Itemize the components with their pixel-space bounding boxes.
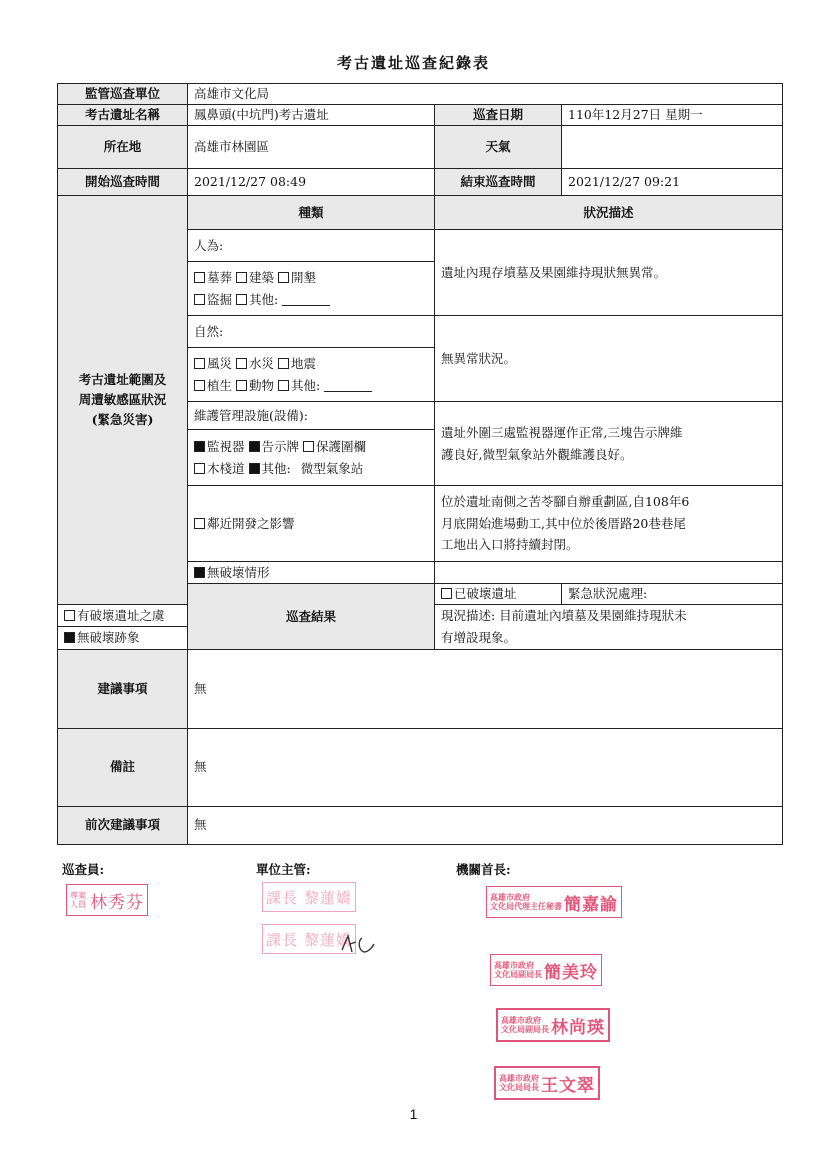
checkbox-typhoon[interactable] [194, 358, 205, 369]
checkbox-no-damage-situation[interactable] [194, 567, 205, 578]
checkbox-reclaim[interactable] [278, 272, 289, 283]
end-time-value: 2021/12/27 09:21 [562, 169, 783, 196]
checkbox-burial[interactable] [194, 272, 205, 283]
opt-building: 建築 [249, 270, 275, 286]
location-value: 高雄市林園區 [188, 126, 435, 169]
opt-nearby-dev: 鄰近開發之影響 [207, 515, 295, 531]
human-options [188, 262, 435, 316]
opt-facility-other: 其他: [261, 460, 291, 476]
opt-animal: 動物 [249, 377, 275, 393]
opt-signboard: 告示牌 [261, 439, 300, 455]
opt-destroyed: 已破壞遺址 [454, 586, 517, 602]
result-desc [435, 605, 783, 650]
patrol-date-label: 巡查日期 [435, 105, 562, 126]
supervisor-seal-2: 課長 黎蓮嬌 [262, 924, 356, 954]
human-heading: 人為: [188, 230, 435, 262]
patrol-date-value: 110年12月27日 星期一 [562, 105, 783, 126]
start-time-value: 2021/12/27 08:49 [188, 169, 435, 196]
facility-other-text: 微型氣象站 [300, 460, 364, 476]
checkbox-earthquake[interactable] [278, 358, 289, 369]
scope-label-line3: (緊急災害) [91, 412, 154, 427]
facility-desc [435, 402, 783, 486]
checkbox-human-other[interactable] [236, 294, 247, 305]
page-number: 1 [409, 1106, 418, 1122]
facility-desc-line1: 遺址外圍三處監視器運作正常,三塊告示牌維 [441, 424, 683, 440]
checkbox-facility-other[interactable] [249, 463, 260, 474]
result-desc-line1: 現況描述: 目前遺址內墳墓及果園維持現狀未 [441, 608, 687, 623]
opt-no-damage-situation: 無破壞情形 [207, 564, 270, 580]
nearby-desc-line2: 月底開始進場動工,其中位於後厝路20巷巷尾 [441, 515, 686, 531]
head-seal-1: 高雄市政府 文化局代理主任秘書 簡嘉諭 [486, 886, 622, 918]
opt-vegetation: 植生 [207, 377, 233, 393]
scope-label-line2: 周遭敏感區狀況 [78, 392, 167, 407]
nature-other-blank [324, 391, 372, 392]
checkbox-no-damage-sign[interactable] [64, 632, 75, 643]
opt-boardwalk: 木棧道 [207, 460, 245, 476]
opt-flood: 水災 [249, 356, 275, 372]
checkbox-fence[interactable] [303, 441, 314, 452]
opt-fence: 保護圍欄 [316, 439, 367, 455]
form-title: 考古遺址巡查紀錄表 [336, 54, 490, 72]
nearby-option [188, 486, 435, 562]
human-other-blank [282, 305, 330, 306]
opt-typhoon: 風災 [207, 356, 233, 372]
checkbox-vegetation[interactable] [194, 380, 205, 391]
checkbox-building[interactable] [236, 272, 247, 283]
site-name-value: 鳳鼻頭(中坑門)考古遺址 [188, 105, 435, 126]
result-opt1-cell [435, 584, 562, 605]
inspector-seal: 專案 人員 林秀芬 [66, 884, 148, 916]
opt-earthquake: 地震 [291, 356, 317, 372]
checkbox-nature-other[interactable] [278, 380, 289, 391]
opt-human-other: 其他: [249, 291, 279, 307]
prev-suggestion-value: 無 [188, 806, 783, 844]
nearby-desc [435, 486, 783, 562]
result-label: 巡查結果 [188, 584, 435, 650]
prev-suggestion-label: 前次建議事項 [58, 806, 188, 844]
location-label: 所在地 [58, 126, 188, 169]
patrol-record-table [57, 83, 783, 845]
scope-label [58, 196, 188, 605]
facility-options [188, 430, 435, 486]
head-label: 機關首長: [456, 862, 511, 877]
status-desc-header: 狀況描述 [435, 196, 783, 230]
weather-value [562, 126, 783, 169]
result-desc-line2: 有增設現象。 [441, 629, 517, 645]
opt-no-damage-sign: 無破壞跡象 [77, 629, 140, 645]
weather-label: 天氣 [435, 126, 562, 169]
opt-camera: 監視器 [207, 439, 245, 455]
checkbox-nearby-dev[interactable] [194, 518, 205, 529]
human-desc: 遺址內現存墳墓及果園維持現狀無異常。 [435, 230, 783, 316]
inspector-name: 林秀芬 [90, 892, 144, 913]
checkbox-flood[interactable] [236, 358, 247, 369]
handwritten-initials-icon [338, 930, 378, 958]
remark-label: 備註 [58, 728, 188, 806]
supervisor-seal-1: 課長 黎蓮嬌 [262, 882, 356, 912]
category-header: 種類 [188, 196, 435, 230]
checkbox-animal[interactable] [236, 380, 247, 391]
unit-label: 監管巡查單位 [58, 84, 188, 105]
head-seal-4: 高雄市政府 文化局局長 王文翠 [494, 1066, 600, 1100]
facility-heading: 維護管理設施(設備): [188, 402, 435, 430]
remark-value: 無 [188, 728, 783, 806]
supervisor-label: 單位主管: [256, 862, 311, 877]
suggestion-value: 無 [188, 649, 783, 728]
opt-looting: 盜掘 [207, 291, 233, 307]
inspector-label: 巡查員: [62, 862, 105, 877]
unit-value: 高雄市文化局 [188, 84, 783, 105]
head-seal-2: 高雄市政府 文化局副局長 簡美玲 [490, 954, 602, 986]
checkbox-destroyed[interactable] [441, 588, 452, 599]
checkbox-camera[interactable] [194, 441, 205, 452]
site-name-label: 考古遺址名稱 [58, 105, 188, 126]
opt-at-risk: 有破壞遺址之虞 [77, 607, 165, 623]
checkbox-boardwalk[interactable] [194, 463, 205, 474]
opt-nature-other: 其他: [291, 377, 321, 393]
no-damage-situation [188, 562, 435, 584]
suggestion-label: 建議事項 [58, 649, 188, 728]
opt-burial: 墓葬 [207, 270, 233, 286]
nature-desc: 無異常狀況。 [435, 316, 783, 402]
opt-reclaim: 開墾 [291, 270, 317, 286]
checkbox-looting[interactable] [194, 294, 205, 305]
checkbox-at-risk[interactable] [64, 610, 75, 621]
result-opt2-cell [58, 605, 188, 627]
end-time-label: 結束巡查時間 [435, 169, 562, 196]
emergency-label: 緊急狀況處理: [562, 584, 783, 605]
head-seal-3: 高雄市政府 文化局副局長 林尚瑛 [496, 1008, 610, 1042]
scope-label-line1: 考古遺址範圍及 [78, 372, 167, 387]
result-opt3-cell [58, 626, 188, 649]
facility-desc-line2: 護良好,微型氣象站外觀維護良好。 [441, 446, 633, 462]
no-damage-blank [435, 562, 783, 584]
nature-options [188, 348, 435, 402]
checkbox-signboard[interactable] [249, 441, 260, 452]
nature-heading: 自然: [188, 316, 435, 348]
nearby-desc-line1: 位於遺址南側之苦苓腳自辦重劃區,自108年6 [441, 493, 690, 509]
start-time-label: 開始巡查時間 [58, 169, 188, 196]
nearby-desc-line3: 工地出入口將持續封閉。 [441, 537, 579, 553]
